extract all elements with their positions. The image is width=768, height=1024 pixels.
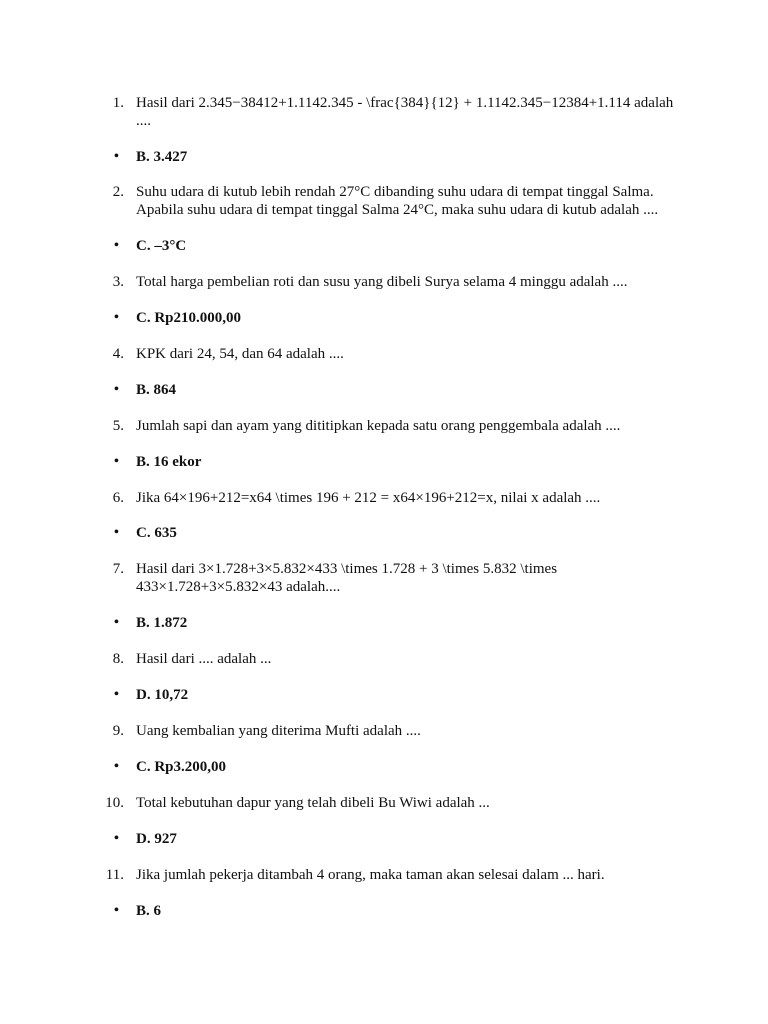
question-text: Hasil dari .... adalah ... bbox=[136, 651, 272, 667]
question-item bbox=[112, 94, 684, 130]
bullet-icon: • bbox=[114, 759, 119, 774]
answer-item bbox=[114, 453, 684, 471]
answer-text: C. Rp3.200,00 bbox=[136, 759, 227, 775]
answer-item bbox=[114, 902, 684, 920]
question-text: Jumlah sapi dan ayam yang dititipkan kepada satu orang penggembala adalah .... bbox=[136, 418, 621, 434]
question-text: Total harga pembelian roti dan susu yang dibeli Surya selama 4 minggu adalah .... bbox=[136, 274, 628, 290]
answer-item bbox=[114, 614, 684, 632]
bullet-icon: • bbox=[114, 149, 119, 164]
answer-text: C. –3°C bbox=[136, 238, 187, 254]
question-item bbox=[112, 345, 684, 363]
question-text: Hasil dari 2.345−38412+1.1142.345 - \frac{384}{12} + 1.1142.345−12384+1.114 adalah .... bbox=[136, 95, 674, 129]
question-number: 11. bbox=[105, 867, 124, 883]
answer-item bbox=[114, 309, 684, 327]
question-item bbox=[112, 560, 684, 596]
bullet-icon: • bbox=[114, 831, 119, 846]
bullet-icon: • bbox=[114, 687, 119, 702]
question-item bbox=[112, 489, 684, 507]
answer-item bbox=[114, 237, 684, 255]
question-item bbox=[112, 650, 684, 668]
answer-text: C. Rp210.000,00 bbox=[136, 310, 242, 326]
bullet-icon: • bbox=[114, 382, 119, 397]
bullet-icon: • bbox=[114, 454, 119, 469]
question-text: Suhu udara di kutub lebih rendah 27°C dibanding suhu udara di tempat tinggal Salma. Apabila suhu udara di tempat tinggal Salma 24°C, maka suhu udara di kutub adalah .... bbox=[136, 184, 659, 218]
question-number: 5. bbox=[112, 418, 124, 434]
question-item bbox=[112, 273, 684, 291]
question-item bbox=[105, 866, 684, 884]
question-number: 9. bbox=[112, 723, 124, 739]
bullet-icon: • bbox=[114, 238, 119, 253]
question-text: Uang kembalian yang diterima Mufti adalah .... bbox=[136, 723, 421, 739]
answer-text: B. 1.872 bbox=[136, 615, 188, 631]
answer-item bbox=[114, 148, 684, 166]
question-item bbox=[112, 183, 684, 219]
question-item bbox=[105, 794, 684, 812]
question-item bbox=[112, 722, 684, 740]
question-text: Hasil dari 3×1.728+3×5.832×433 \times 1.728 + 3 \times 5.832 \times 433×1.728+3×5.832×43 adalah.... bbox=[136, 561, 558, 595]
question-number: 7. bbox=[112, 561, 124, 577]
answer-text: D. 927 bbox=[136, 831, 177, 847]
answer-item bbox=[114, 381, 684, 399]
bullet-icon: • bbox=[114, 310, 119, 325]
question-number: 4. bbox=[112, 346, 124, 362]
answer-text: B. 3.427 bbox=[136, 149, 188, 165]
answer-text: B. 6 bbox=[136, 903, 162, 919]
answer-text: D. 10,72 bbox=[136, 687, 189, 703]
question-text: Jika 64×196+212=x64 \times 196 + 212 = x64×196+212=x, nilai x adalah .... bbox=[136, 490, 601, 506]
question-number: 8. bbox=[112, 651, 124, 667]
answer-text: B. 864 bbox=[136, 382, 177, 398]
question-number: 6. bbox=[112, 490, 124, 506]
question-number: 2. bbox=[112, 184, 124, 200]
question-text: Total kebutuhan dapur yang telah dibeli Bu Wiwi adalah ... bbox=[136, 795, 490, 811]
question-number: 3. bbox=[112, 274, 124, 290]
answer-item bbox=[114, 686, 684, 704]
answer-item bbox=[114, 758, 684, 776]
bullet-icon: • bbox=[114, 615, 119, 630]
question-item bbox=[112, 417, 684, 435]
question-text: Jika jumlah pekerja ditambah 4 orang, maka taman akan selesai dalam ... hari. bbox=[136, 867, 605, 883]
answer-item bbox=[114, 830, 684, 848]
question-number: 1. bbox=[112, 95, 124, 111]
answer-text: C. 635 bbox=[136, 525, 177, 541]
bullet-icon: • bbox=[114, 525, 119, 540]
bullet-icon: • bbox=[114, 903, 119, 918]
answer-item bbox=[114, 524, 684, 542]
answer-text: B. 16 ekor bbox=[136, 454, 202, 470]
question-number: 10. bbox=[105, 795, 124, 811]
question-text: KPK dari 24, 54, dan 64 adalah .... bbox=[136, 346, 344, 362]
